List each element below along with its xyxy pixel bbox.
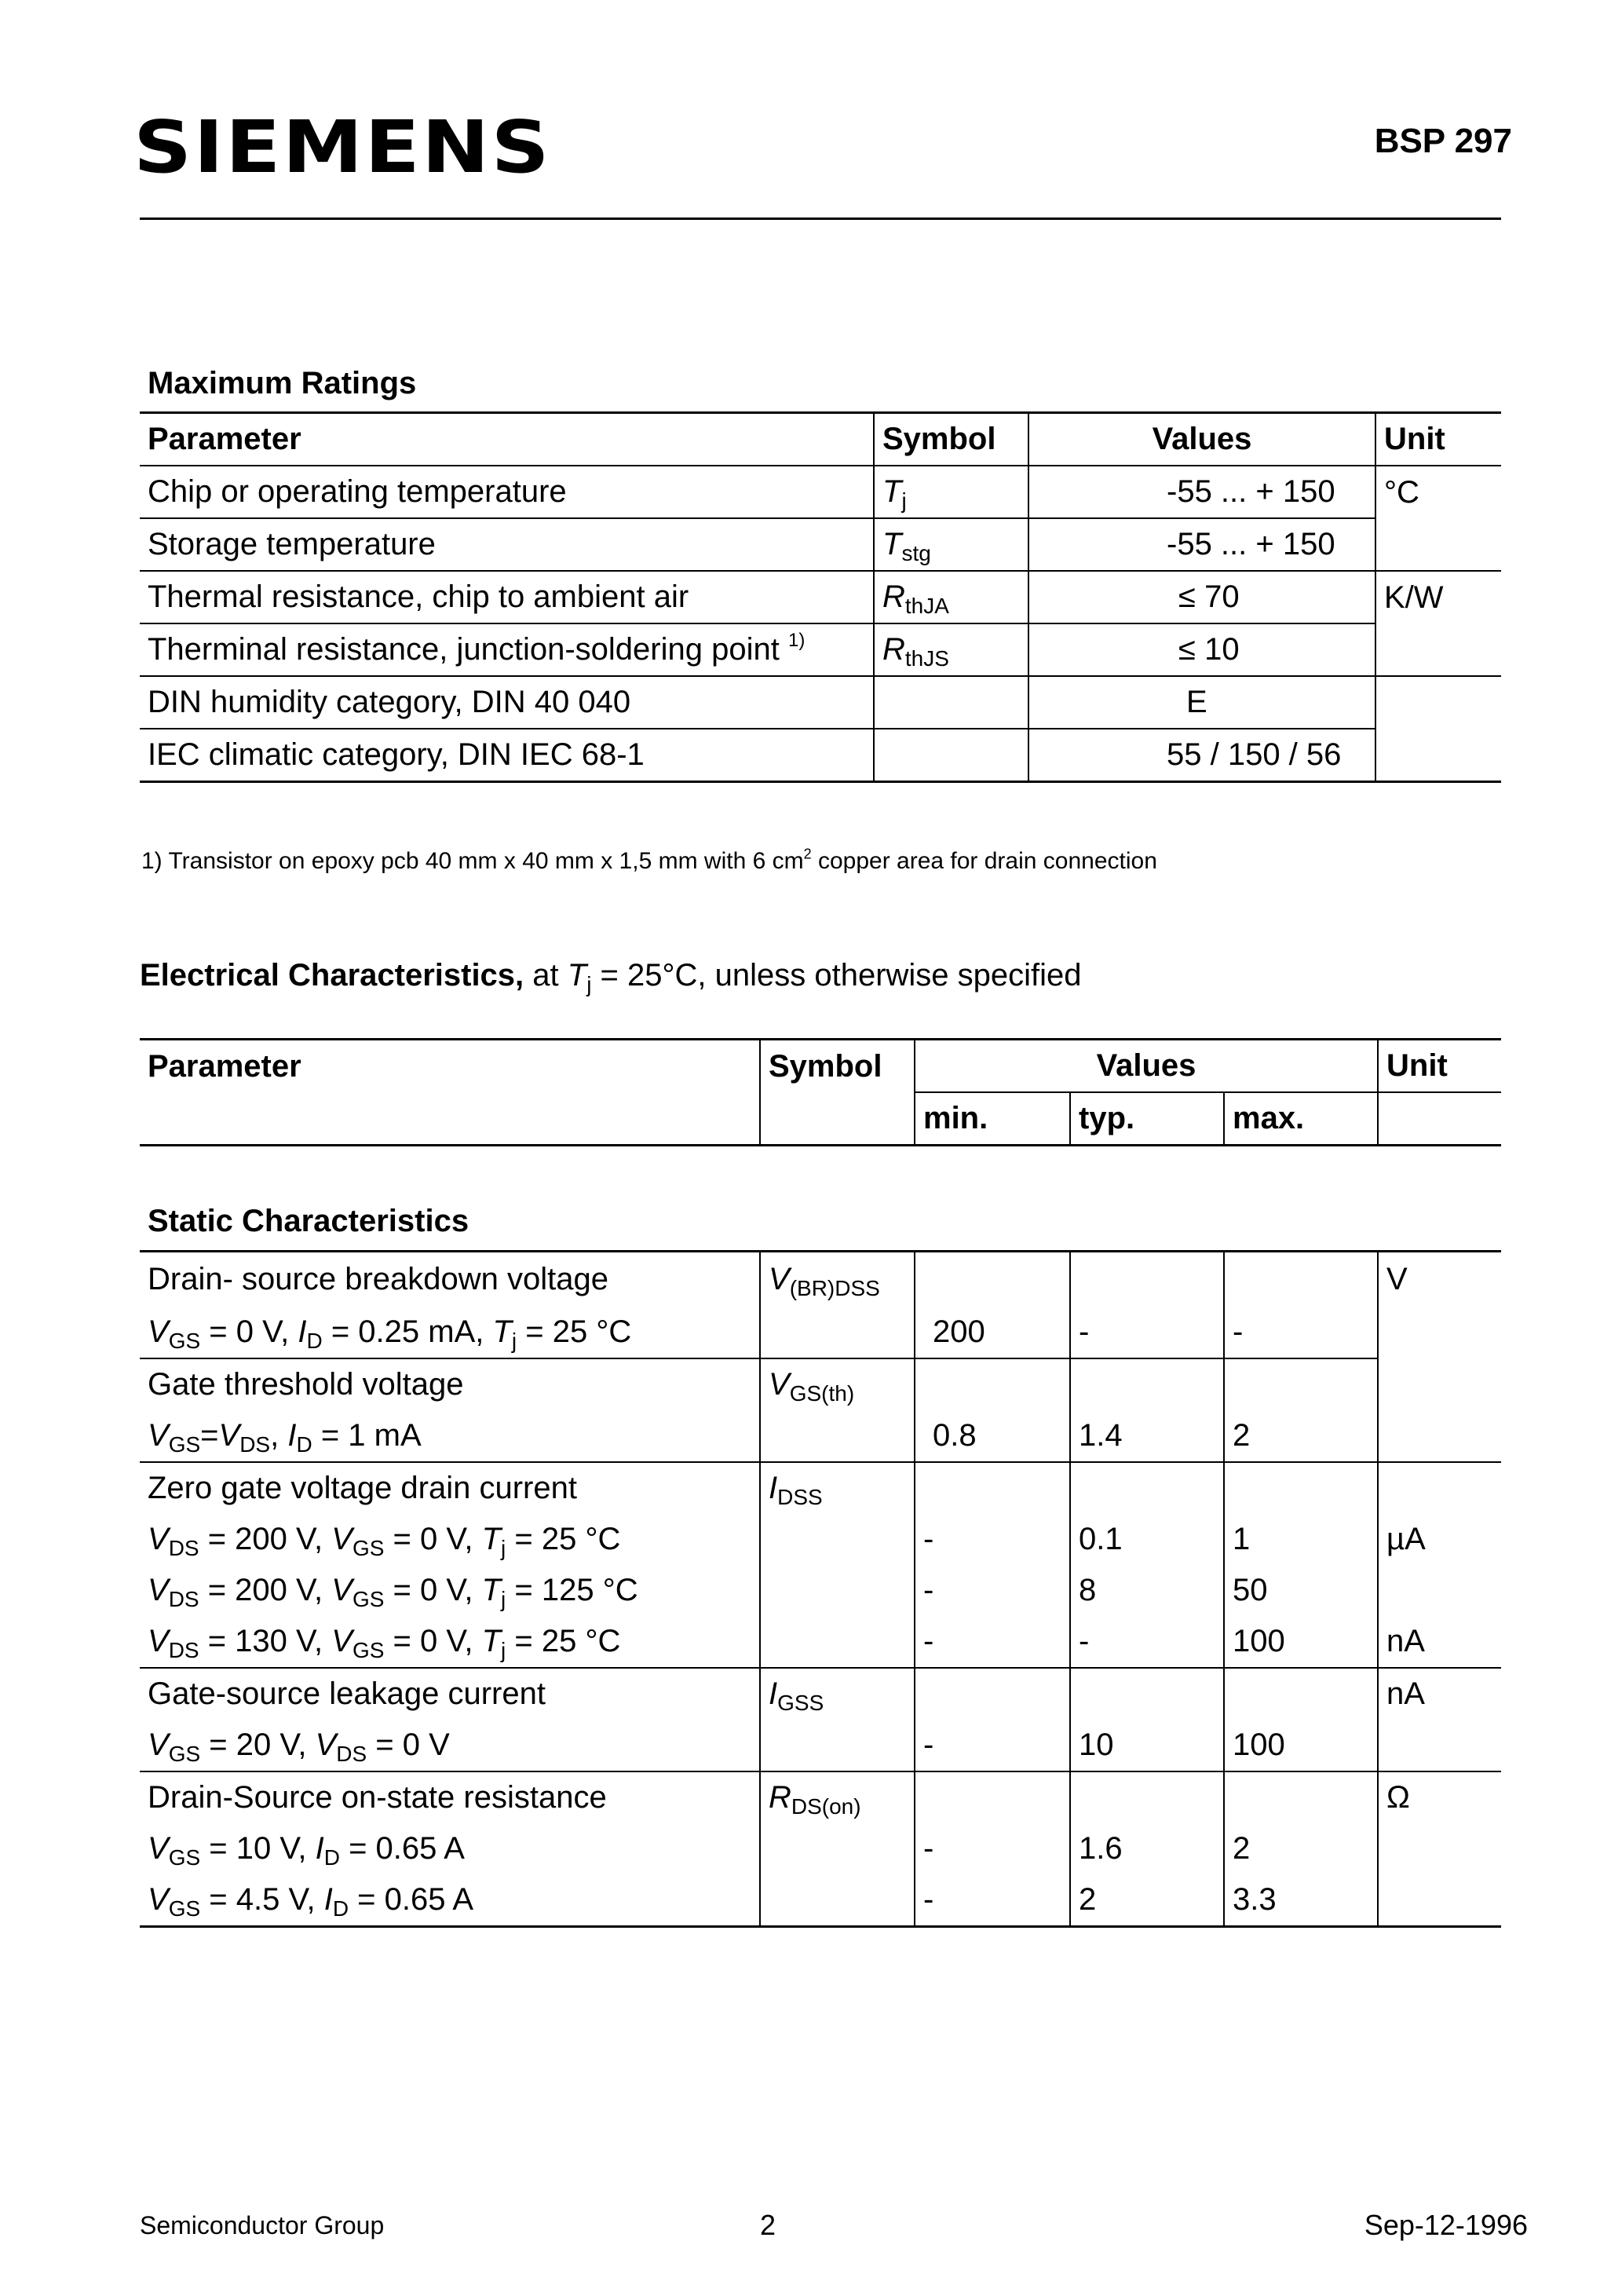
parameter-cell: Drain-Source on-state resistance [140, 1771, 760, 1823]
table-row [140, 1823, 1501, 1874]
unit-cell [1375, 518, 1501, 571]
condition-cell: $V_{GS} = 10$ V, $I_D = 0.65$ A [148, 1831, 465, 1870]
table-row [140, 571, 1501, 623]
typ-cell: 10 [1070, 1720, 1224, 1771]
min-cell: 0.8 [915, 1410, 1070, 1462]
min-cell: - [915, 1514, 1070, 1565]
section-row [140, 1146, 1501, 1252]
table-row [140, 623, 1501, 676]
typ-cell: 1.6 [1070, 1823, 1224, 1874]
parameter-cell: Gate threshold voltage [140, 1358, 760, 1410]
table-row [140, 1668, 1501, 1720]
table-row [140, 676, 1501, 729]
typ-cell: 2 [1070, 1874, 1224, 1927]
unit-cell: nA [1378, 1616, 1501, 1668]
unit-cell: µA [1378, 1514, 1501, 1565]
electrical-table [140, 1038, 1501, 1928]
symbol-cell: $T_{stg}$ [874, 518, 1028, 571]
table-row [140, 1252, 1501, 1307]
table-row [140, 1358, 1501, 1410]
siemens-logo: SIEMENS [133, 105, 551, 189]
unit-cell [1375, 676, 1501, 729]
min-cell: 200 [915, 1307, 1070, 1358]
footer-publisher: Semiconductor Group [140, 2211, 385, 2239]
col-values: Values [1028, 413, 1375, 466]
condition-cell: $V_{DS} = 200$ V, $V_{GS} = 0$ V, $T_j = 25$ °C [148, 1522, 621, 1560]
condition-cell: $V_{GS} = 4.5$ V, $I_D = 0.65$ A [140, 1874, 760, 1927]
parameter-cell: Drain- source breakdown voltage [140, 1252, 760, 1307]
unit-cell [1375, 623, 1501, 676]
symbol-cell: $R_{thJA}$ [874, 571, 1028, 623]
table-row [140, 518, 1501, 571]
parameter-cell: IEC climatic category, DIN IEC 68-1 [140, 729, 874, 782]
unit-cell: nA [1378, 1668, 1501, 1720]
max-cell: - [1224, 1307, 1378, 1358]
col-symbol: Symbol [760, 1040, 915, 1093]
symbol-cell: $R_{thJS}$ [874, 623, 1028, 676]
symbol-cell: $I_{GSS}$ [760, 1668, 915, 1720]
symbol-cell [874, 729, 1028, 782]
parameter-cell: Thermal resistance, chip to ambient air [140, 571, 874, 623]
table-row [140, 466, 1501, 518]
condition-cell: $V_{DS} = 200$ V, $V_{GS} = 0$ V, $T_j = 125$ °C [148, 1573, 638, 1611]
col-typ: typ. [1070, 1092, 1224, 1146]
symbol-cell: $V_{GS(th)}$ [760, 1358, 915, 1410]
static-characteristics-title: Static Characteristics [148, 1204, 469, 1238]
col-unit: Unit [1378, 1040, 1501, 1093]
value-cell: ≤ 10 [1028, 623, 1375, 676]
parameter-cell: Chip or operating temperature [140, 466, 874, 518]
table-row [140, 1874, 1501, 1927]
max-cell: 2 [1224, 1823, 1378, 1874]
electrical-subheader-row [140, 1092, 1501, 1146]
parameter-cell: Therminal resistance, junction-soldering point $^{1)}$ [140, 623, 874, 676]
value-cell: 55 / 150 / 56 [1028, 729, 1375, 782]
parameter-cell: DIN humidity category, DIN 40 040 [140, 676, 874, 729]
max-cell: 50 [1224, 1565, 1378, 1616]
footnote: 1) Transistor on epoxy pcb 40 mm x 40 mm x 1,5 mm with 6 $cm^2$ copper area for drain connection [141, 846, 1157, 874]
max-cell: 3.3 [1224, 1874, 1378, 1927]
col-values: Values [915, 1040, 1378, 1093]
symbol-cell: $R_{DS(on)}$ [760, 1771, 915, 1823]
unit-cell: V [1378, 1252, 1501, 1307]
table-row [140, 1616, 1501, 1668]
col-unit: Unit [1375, 413, 1501, 466]
max-ratings-title: Maximum Ratings [148, 366, 417, 400]
unit-cell: Ω [1378, 1771, 1501, 1823]
unit-cell [1378, 1565, 1501, 1616]
typ-cell: 1.4 [1070, 1410, 1224, 1462]
table-row [140, 1720, 1501, 1771]
col-min: min. [915, 1092, 1070, 1146]
table-row [140, 729, 1501, 782]
unit-cell: °C [1375, 466, 1501, 518]
value-cell: E [1028, 676, 1375, 729]
symbol-cell: $I_{DSS}$ [760, 1462, 915, 1514]
table-row [140, 1771, 1501, 1823]
max-ratings-table [140, 411, 1501, 783]
table-row [140, 1410, 1501, 1462]
unit-cell: K/W [1375, 571, 1501, 623]
col-parameter: Parameter [140, 413, 874, 466]
typ-cell: 8 [1070, 1565, 1224, 1616]
min-cell: - [915, 1720, 1070, 1771]
value-cell: -55 ... + 150 [1028, 466, 1375, 518]
table-row [140, 1307, 1501, 1358]
subheader-blank [1378, 1092, 1501, 1146]
condition-cell: $V_{DS} = 130$ V, $V_{GS} = 0$ V, $T_j = 25$ °C [148, 1624, 621, 1662]
table-row [140, 1565, 1501, 1616]
symbol-cell: $V_{(BR)DSS}$ [760, 1252, 915, 1307]
condition-cell: $V_{GS} = 0$ V, $I_D = 0.25$ mA, $T_j = 25$ °C [148, 1314, 632, 1353]
min-cell: - [915, 1874, 1070, 1927]
unit-cell [1375, 729, 1501, 782]
table-row [140, 1514, 1501, 1565]
electrical-title: Electrical Characteristics, at $T_j = 25^\circ C$, unless otherwise specified [140, 958, 1082, 996]
table-row [140, 1462, 1501, 1514]
parameter-cell: Zero gate voltage drain current [140, 1462, 760, 1514]
min-cell: - [915, 1616, 1070, 1668]
parameter-cell: Gate-source leakage current [140, 1668, 760, 1720]
header-rule [140, 218, 1501, 220]
max-cell: 2 [1224, 1410, 1378, 1462]
col-parameter: Parameter [140, 1040, 760, 1093]
page-number: 2 [760, 2209, 776, 2241]
max-ratings-header-row [140, 413, 1501, 466]
col-max: max. [1224, 1092, 1378, 1146]
subheader-blank [760, 1092, 915, 1146]
subheader-blank [140, 1092, 760, 1146]
max-cell: 100 [1224, 1720, 1378, 1771]
symbol-cell [874, 676, 1028, 729]
col-symbol: Symbol [874, 413, 1028, 466]
value-cell: ≤ 70 [1028, 571, 1375, 623]
condition-cell: $V_{GS} = 20$ V, $V_{DS} = 0$ V [148, 1727, 450, 1766]
max-cell: 1 [1224, 1514, 1378, 1565]
typ-cell: - [1070, 1616, 1224, 1668]
max-cell: 100 [1224, 1616, 1378, 1668]
electrical-header-row [140, 1040, 1501, 1093]
min-cell: - [915, 1565, 1070, 1616]
typ-cell: 0.1 [1070, 1514, 1224, 1565]
parameter-cell: Storage temperature [140, 518, 874, 571]
value-cell: -55 ... + 150 [1028, 518, 1375, 571]
typ-cell: - [1070, 1307, 1224, 1358]
symbol-cell: $T_j$ [874, 466, 1028, 518]
part-number: BSP 297 [1374, 122, 1512, 160]
min-cell: - [915, 1823, 1070, 1874]
condition-cell: $V_{GS}=V_{DS}$, $I_D = 1$ mA [148, 1418, 422, 1457]
footer-date: Sep-12-1996 [1364, 2209, 1528, 2241]
